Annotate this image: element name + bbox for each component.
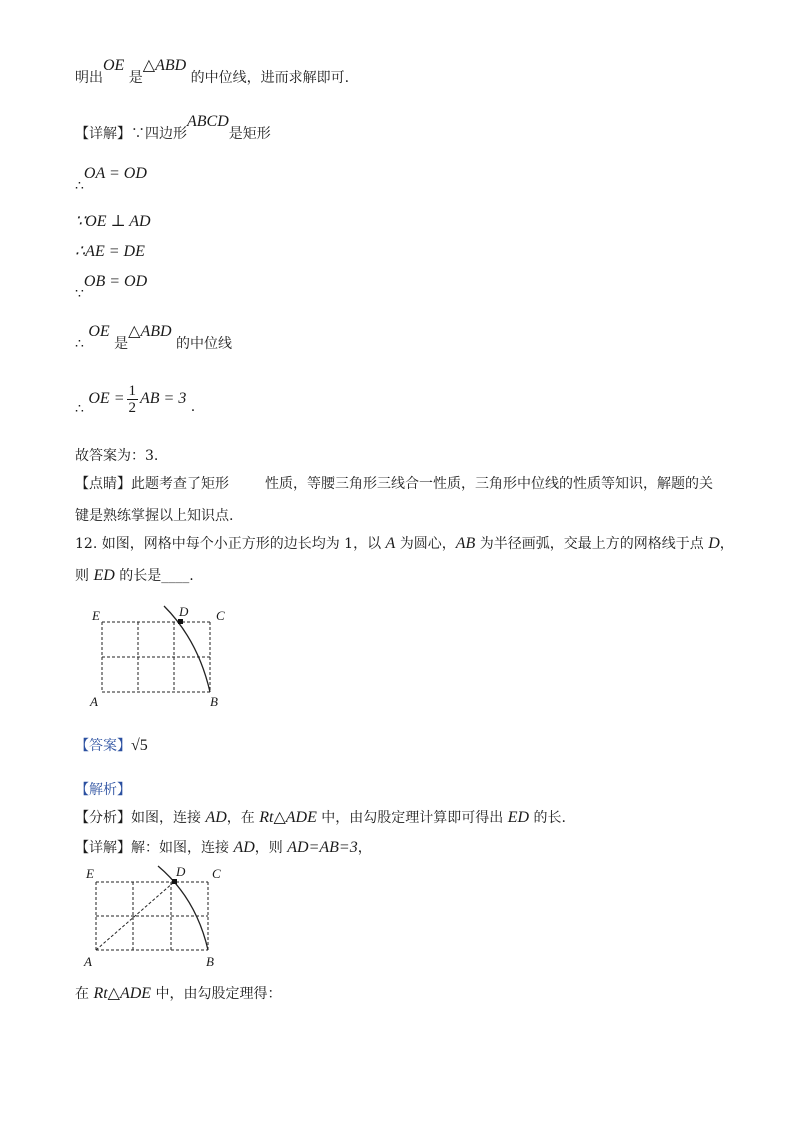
text: 为圆心，: [395, 536, 456, 552]
text: 是矩形: [228, 126, 271, 142]
text: 在: [75, 986, 94, 1002]
label-e: E: [92, 608, 100, 623]
therefore-symbol: ∴: [75, 178, 84, 194]
text: ，在: [226, 810, 260, 826]
text: 则: [75, 568, 94, 584]
text: 的长是____.: [114, 568, 194, 584]
text: 中，由勾股定理得：: [151, 986, 282, 1002]
math: A: [385, 535, 396, 552]
math: AD: [233, 839, 255, 856]
answer-label: 【答案】: [75, 738, 131, 754]
question-12-line-2: [75, 566, 194, 586]
label-b: B: [206, 954, 214, 969]
text: 是: [114, 336, 129, 352]
math: ABCD: [187, 113, 229, 130]
text: 是: [128, 70, 143, 86]
math: D: [708, 535, 720, 552]
math: AD=AB=3: [287, 839, 358, 856]
text: 【点睛】此题考查了矩形: [75, 476, 229, 492]
text: 中，由勾股定理计算即可得出: [316, 810, 508, 826]
therefore-symbol: ∴: [75, 336, 84, 352]
text: 12. 如图，网格中每个小正方形的边长均为 1，以: [75, 536, 386, 552]
label-d: D: [176, 864, 186, 879]
answer-value: √5: [131, 737, 148, 754]
text: 明出: [75, 70, 103, 86]
text: 的中位线，进而求解即可.: [190, 70, 350, 86]
math: △ABD: [128, 323, 172, 340]
grid-figure-1: [80, 600, 240, 712]
text-line-2: [75, 113, 271, 144]
math: ED: [507, 809, 530, 826]
detail-line: [75, 838, 372, 858]
remark-line-2: [75, 506, 233, 526]
text: ，则: [254, 840, 288, 856]
text-line-3: [75, 165, 147, 196]
label-e: E: [86, 866, 94, 881]
fraction-numerator: 1: [128, 382, 136, 399]
math: OE: [88, 323, 110, 340]
label-d: D: [179, 604, 189, 619]
label-c: C: [212, 866, 221, 881]
answer-line: [75, 446, 158, 466]
text: 【详解】解：如图，连接: [75, 840, 234, 856]
text-line-1: [75, 57, 350, 88]
text-line-4: [75, 212, 151, 232]
math: Rt△ADE: [93, 985, 152, 1002]
grid-figure-2: [78, 864, 238, 976]
text: 故答案为：3.: [75, 448, 159, 464]
text: 【分析】如图，连接: [75, 810, 206, 826]
math: AB = 3: [140, 390, 187, 407]
point-d: [172, 879, 177, 884]
text-line-8: [75, 382, 195, 416]
math: ED: [93, 567, 115, 584]
text-line-6: [75, 273, 148, 304]
math: OA = OD: [83, 165, 147, 182]
answer-section: [75, 736, 148, 756]
point-d: [178, 619, 183, 624]
analysis-line: [75, 808, 566, 828]
fraction-denominator: 2: [128, 399, 136, 416]
text: ，: [719, 536, 734, 552]
math: △ABD: [142, 57, 187, 74]
label-a: A: [90, 694, 98, 709]
text: 【详解】∵四边形: [75, 126, 187, 142]
text: .: [190, 399, 196, 415]
question-12-line-1: [75, 534, 734, 554]
math: AD: [205, 809, 227, 826]
text: 性质，等腰三角形三线合一性质，三角形中位线的性质等知识，解题的关: [265, 476, 713, 492]
math: ∵OE ⊥ AD: [75, 213, 151, 230]
math: ∴AE = DE: [75, 243, 145, 260]
therefore-symbol: ∴: [75, 401, 84, 417]
because-symbol: ∵: [75, 286, 84, 302]
text: ，: [357, 840, 372, 856]
text: 的中位线: [176, 336, 233, 352]
pythagoras-line: [75, 984, 282, 1004]
text: 键是熟练掌握以上知识点.: [75, 508, 234, 524]
math: AB: [455, 535, 476, 552]
remark-line: [75, 474, 713, 494]
text: 为半径画弧，交最上方的网格线于点: [475, 536, 709, 552]
math: OE: [103, 57, 125, 74]
math: OB = OD: [83, 273, 148, 290]
label-c: C: [216, 608, 225, 623]
math: Rt△ADE: [259, 809, 317, 826]
analysis-label: 【解析】: [75, 782, 131, 798]
label-b: B: [210, 694, 218, 709]
text-line-7: [75, 323, 233, 354]
text: 的长.: [529, 810, 566, 826]
text-line-5: [75, 242, 145, 262]
math: OE =: [88, 390, 125, 407]
analysis-section: [75, 780, 131, 800]
fraction-one-half: [127, 383, 139, 416]
label-a: A: [84, 954, 92, 969]
